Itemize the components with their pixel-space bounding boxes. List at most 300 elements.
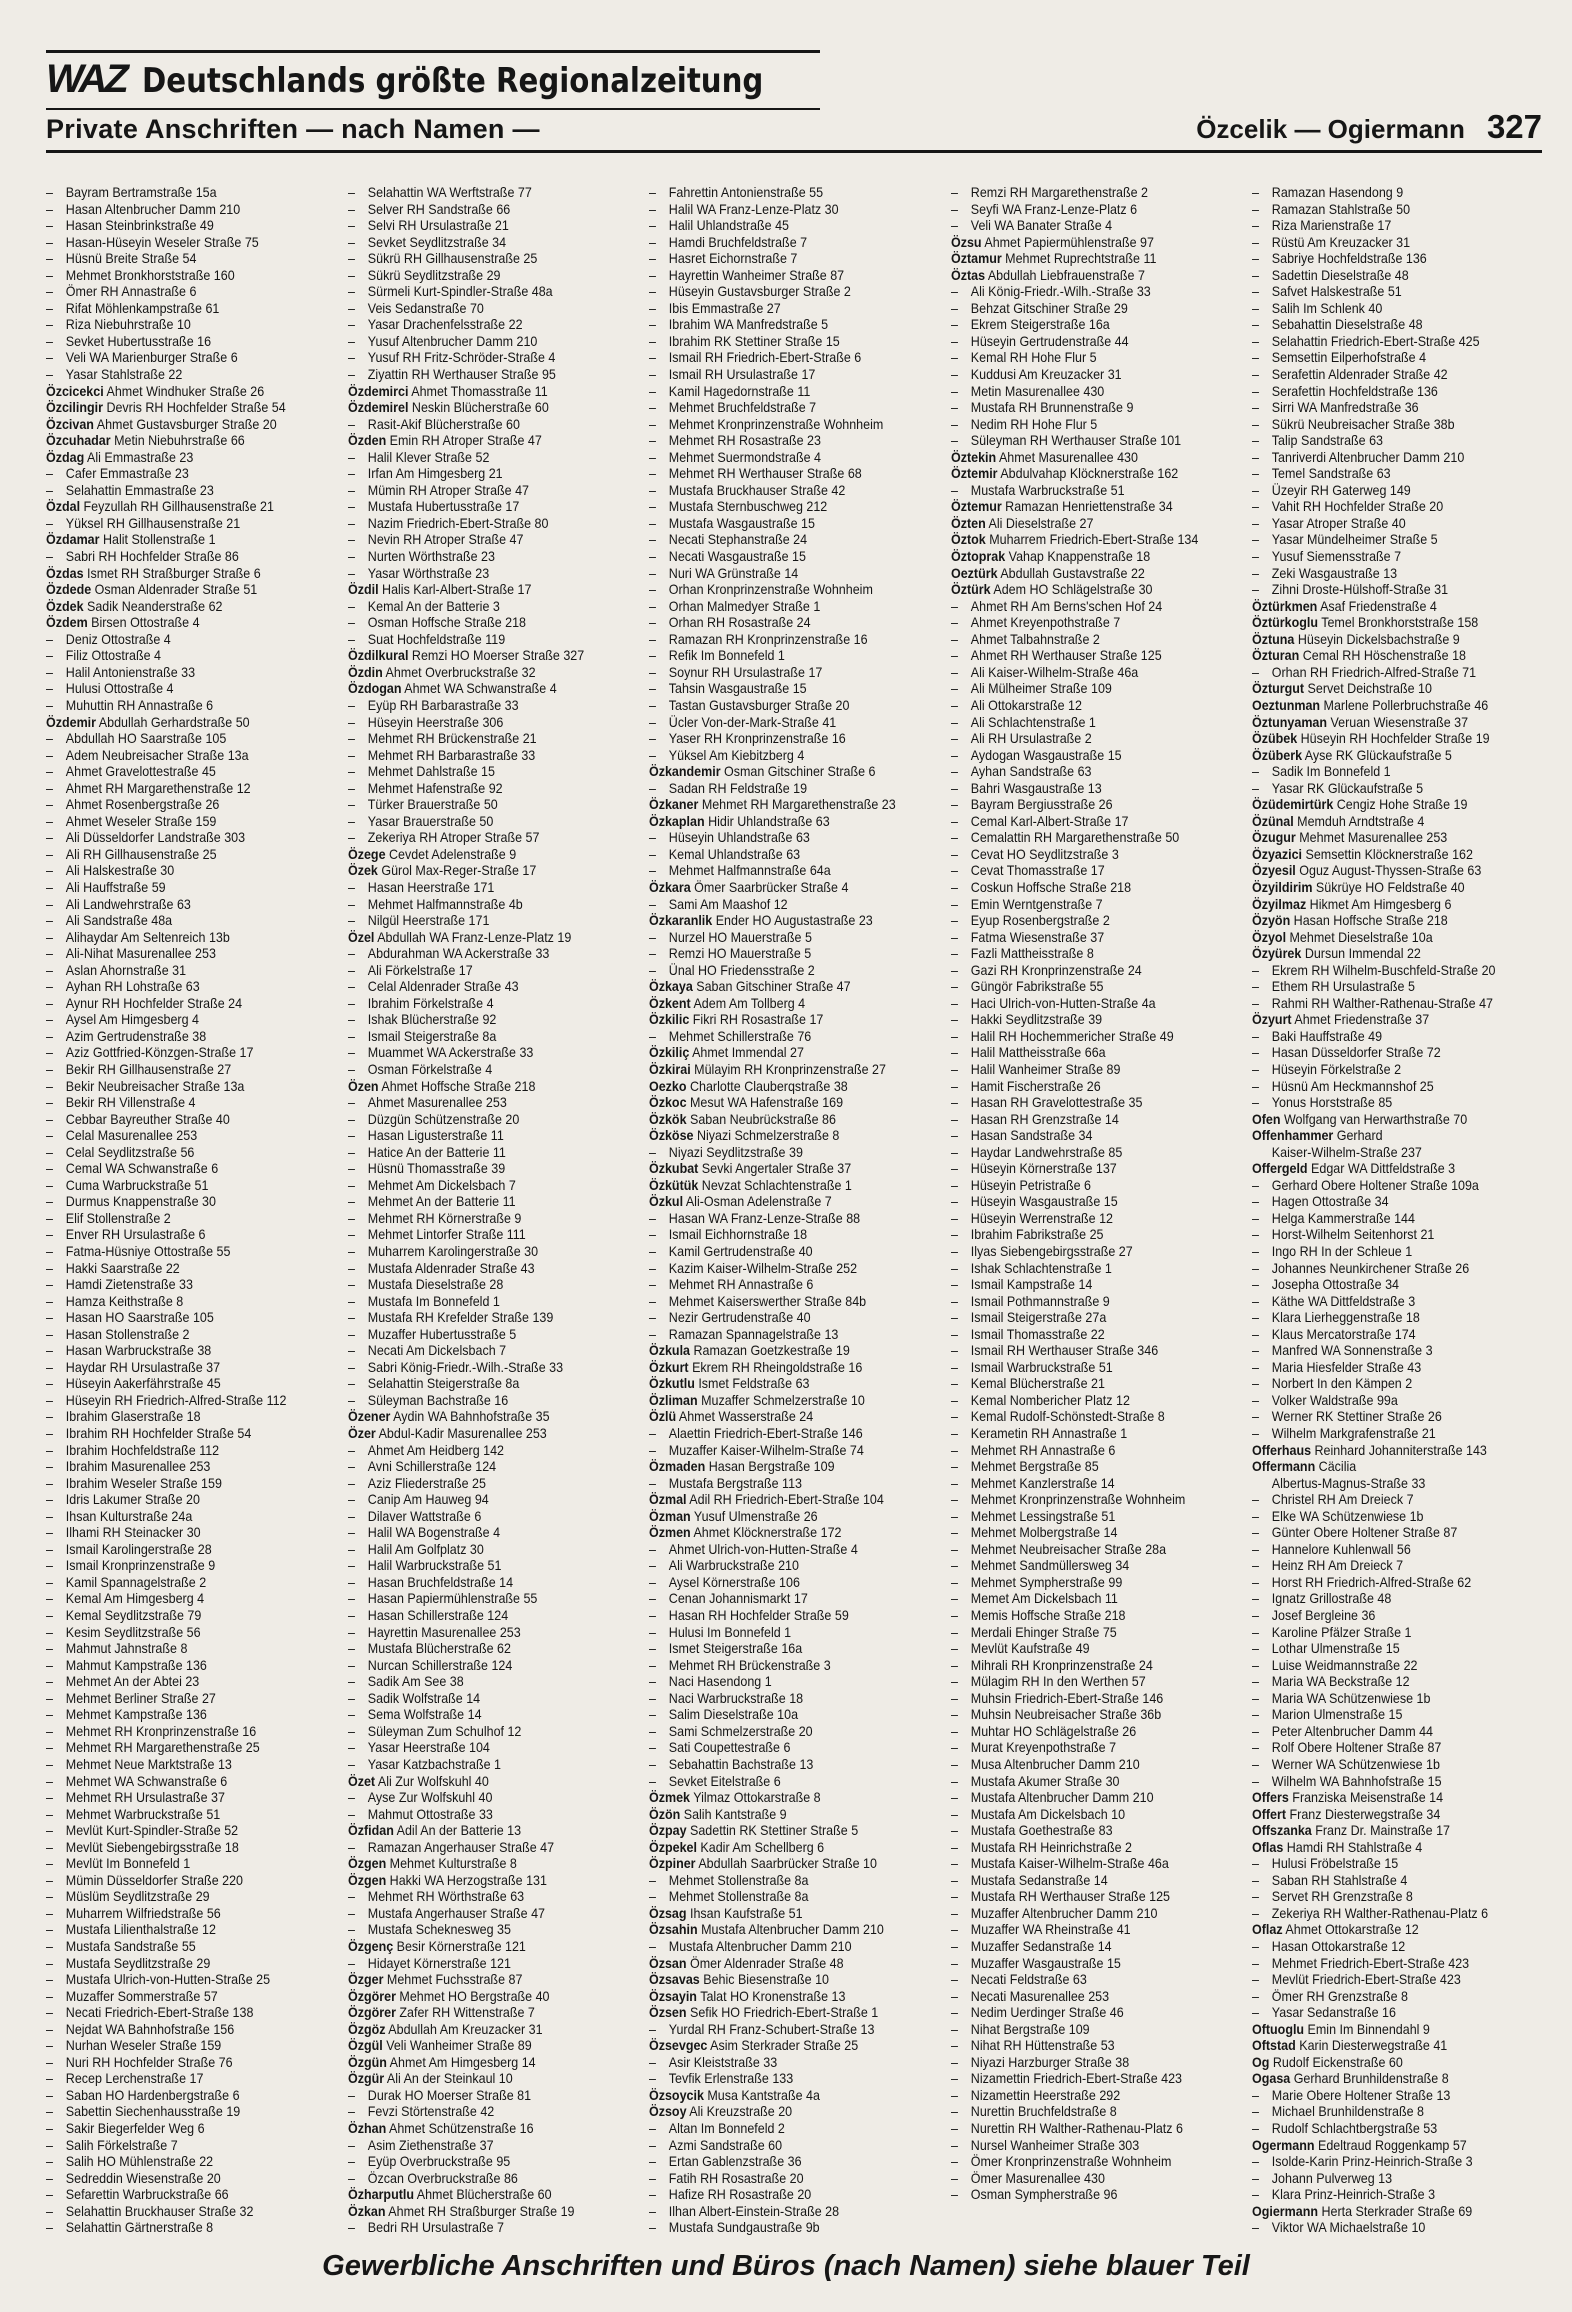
repeat-dash: – (950, 1276, 958, 1293)
listing-entry (1252, 978, 1541, 995)
listing-entry (46, 2186, 335, 2203)
entry-details: Fevzi Störtenstraße 42 (367, 2103, 494, 2120)
repeat-dash: – (950, 1325, 958, 1342)
listing-entry (1252, 1640, 1541, 1657)
listing-entry (1252, 747, 1541, 764)
entry-details: Mehmet Halfmannstraße 64a (668, 862, 831, 879)
entry-details: Ahmet Schützenstraße 16 (388, 2119, 534, 2136)
listing-entry (46, 1326, 335, 1343)
repeat-dash: – (46, 696, 53, 713)
listing-entry (951, 862, 1240, 879)
repeat-dash: – (46, 1441, 53, 1458)
listing-entry (649, 1293, 938, 1310)
listing-entry (951, 565, 1240, 582)
entry-details: Halil Antonienstraße 33 (65, 663, 196, 680)
listing-entry (1252, 300, 1541, 317)
entry-details: Ismail RH Werthauser Straße 346 (970, 1342, 1158, 1359)
entry-details: Franziska Meisenstraße 14 (1292, 1789, 1444, 1806)
listing-entry (951, 515, 1240, 532)
entry-details: Mümin RH Atroper Straße 47 (367, 481, 529, 498)
entry-details: Ahmet Hoffsche Straße 218 (380, 1077, 535, 1094)
entry-details: Wolfgang van Herwarthstraße 70 (1284, 1110, 1468, 1127)
entry-details: Memis Hoffsche Straße 218 (970, 1607, 1126, 1624)
repeat-dash: – (649, 928, 657, 945)
repeat-dash: – (950, 2153, 958, 2170)
entry-details: Ramazan Spannagelstraße 13 (668, 1325, 839, 1342)
repeat-dash: – (649, 349, 657, 366)
repeat-dash: – (1252, 481, 1260, 498)
listing-entry (46, 1657, 335, 1674)
entry-details: Yusuf Altenbrucher Damm 210 (367, 332, 537, 349)
listing-entry (649, 1243, 938, 1260)
listing-entry (348, 1739, 637, 1756)
repeat-dash: – (46, 1706, 53, 1723)
repeat-dash: – (347, 1474, 355, 1491)
repeat-dash: – (347, 945, 355, 962)
entry-details: Hannelore Kuhlenwall 56 (1272, 1540, 1412, 1557)
repeat-dash: – (950, 1160, 958, 1177)
repeat-dash: – (347, 266, 355, 283)
repeat-dash: – (950, 1209, 958, 1226)
listing-entry (951, 1574, 1240, 1591)
entry-details: Nizamettin Friedrich-Ebert-Straße 423 (970, 2070, 1182, 2087)
listing-entry (348, 929, 637, 946)
entry-details: Mehmet RH Werthauser Straße 68 (668, 465, 862, 482)
repeat-dash: – (347, 1888, 355, 1905)
repeat-dash: – (46, 680, 53, 697)
repeat-dash: – (46, 829, 53, 846)
repeat-dash: – (649, 845, 657, 862)
listing-entry (1252, 1822, 1541, 1839)
repeat-dash: – (1252, 994, 1260, 1011)
repeat-dash: – (950, 217, 958, 234)
entry-details: Mustafa RH Krefelder Straße 139 (367, 1309, 553, 1326)
repeat-dash: – (649, 1143, 657, 1160)
listing-entry (1252, 730, 1541, 747)
entry-details: Sadettin RK Stettiner Straße 5 (690, 1822, 859, 1839)
repeat-dash: – (1252, 1325, 1260, 1342)
repeat-dash: – (950, 1226, 958, 1243)
repeat-dash: – (46, 1309, 53, 1326)
repeat-dash: – (46, 961, 53, 978)
repeat-dash: – (950, 845, 958, 862)
repeat-dash: – (950, 1524, 958, 1541)
entry-details: Abdul-Kadir Masurenallee 253 (378, 1425, 547, 1442)
entry-details: Mustafa Sandstraße 55 (65, 1937, 196, 1954)
entry-details: Mevlüt Kaufstraße 49 (970, 1640, 1090, 1657)
listing-entry (46, 1442, 335, 1459)
entry-details: Sevket Eitelstraße 6 (668, 1772, 781, 1789)
listing-entry (1252, 1342, 1541, 1359)
entry-details: Osman Aldenrader Straße 51 (94, 581, 258, 598)
listing-entry (46, 1921, 335, 1938)
repeat-dash: – (1252, 1044, 1260, 1061)
entry-details: Sükrü Neubreisacher Straße 38b (1272, 415, 1455, 432)
repeat-dash: – (46, 763, 53, 780)
listing-entry (649, 1144, 938, 1161)
surname: Öztürk (950, 581, 991, 598)
entry-details: Ünal HO Friedensstraße 2 (668, 961, 815, 978)
repeat-dash: – (46, 1143, 53, 1160)
entry-details: Osman Hoffsche Straße 218 (367, 614, 526, 631)
entry-details: Veli Wanheimer Straße 89 (385, 2037, 532, 2054)
listing-entry (46, 1111, 335, 1128)
footer-note: Gewerbliche Anschriften und Büros (nach Namen) siehe blauer Teil (322, 2250, 1250, 2282)
repeat-dash: – (347, 233, 355, 250)
repeat-dash: – (1252, 1772, 1260, 1789)
repeat-dash: – (1252, 1607, 1260, 1624)
surname: Özkul (649, 1193, 684, 1210)
repeat-dash: – (950, 432, 958, 449)
entry-details: Kuddusi Am Kreuzacker 31 (970, 366, 1122, 383)
repeat-dash: – (46, 1607, 53, 1624)
surname: Özyilmaz (1252, 895, 1307, 912)
entry-details: Gürol Max-Reger-Straße 17 (380, 862, 536, 879)
listing-entry (951, 531, 1240, 548)
listing-entry (649, 1226, 938, 1243)
surname: Özkiliç (649, 1044, 690, 1061)
listing-entry (1252, 1111, 1541, 1128)
entry-details: Ismet Steigerstraße 16a (668, 1640, 803, 1657)
surname: Özsayin (649, 1987, 698, 2004)
repeat-dash: – (649, 399, 657, 416)
masthead-title: Deutschlands größte Regionalzeitung (141, 61, 764, 101)
listing-entry (951, 2070, 1240, 2087)
entry-details: Ali Düsseldorfer Landstraße 303 (65, 829, 246, 846)
entry-details: Halil Mattheisstraße 66a (970, 1044, 1106, 1061)
entry-details: Mehmet RH Margarethenstraße 25 (65, 1739, 260, 1756)
entry-details: Sükrü Seydlitzstraße 29 (367, 266, 501, 283)
entry-details: Hasan WA Franz-Lenze-Straße 88 (668, 1209, 861, 1226)
entry-details: Gerhard Brunhildenstraße 8 (1294, 2070, 1450, 2087)
entry-details: Metin Niebuhrstraße 66 (114, 432, 245, 449)
entry-details: Zeki Wasgaustraße 13 (1272, 564, 1398, 581)
listing-entry (1252, 581, 1541, 598)
listing-entry (348, 1921, 637, 1938)
repeat-dash: – (950, 2119, 958, 2136)
listing-entry (649, 383, 938, 400)
entry-details: Mustafa Altenbrucher Damm 210 (970, 1789, 1154, 1806)
repeat-dash: – (1252, 531, 1260, 548)
repeat-dash: – (950, 2070, 958, 2087)
listing-entry (951, 1475, 1240, 1492)
entry-details: Riza Niebuhrstraße 10 (65, 316, 191, 333)
entry-details: Muzaffer Sedanstraße 14 (970, 1937, 1112, 1954)
listing-entry (46, 1557, 335, 1574)
entry-details: Necati Wasgaustraße 15 (668, 548, 807, 565)
entry-details: Necati Feldstraße 63 (970, 1971, 1087, 1988)
surname: Ogiermann (1252, 2202, 1319, 2219)
repeat-dash: – (649, 1739, 657, 1756)
listing-entry (1252, 598, 1541, 615)
entry-details: Ismail RH Ursulastraße 17 (668, 366, 816, 383)
entry-details: Hasan Sandstraße 34 (970, 1127, 1093, 1144)
entry-details: Celal Masurenallee 253 (65, 1127, 198, 1144)
entry-details: Ahmet Gravelottestraße 45 (65, 763, 216, 780)
listing-entry (951, 234, 1240, 251)
listing-entry (46, 1127, 335, 1144)
listing-entry (348, 1028, 637, 1045)
repeat-dash: – (1252, 1987, 1260, 2004)
listing-entry (46, 515, 335, 532)
entry-details: Cafer Emmastraße 23 (65, 465, 189, 482)
repeat-dash: – (347, 779, 355, 796)
listing-entry (46, 1392, 335, 1409)
repeat-dash: – (950, 2086, 958, 2103)
entry-details: Hüseyin Aakerfährstraße 45 (65, 1375, 221, 1392)
listing-entry (348, 697, 637, 714)
entry-details: Hasan Bruchfeldstraße 14 (367, 1573, 513, 1590)
surname: Özkaplan (649, 812, 705, 829)
entry-details: Ahmet Klöcknerstraße 172 (693, 1524, 842, 1541)
entry-details: Bahri Wasgaustraße 13 (970, 779, 1102, 796)
entry-details: Ramazan RH Kronprinzenstraße 16 (668, 630, 868, 647)
repeat-dash: – (950, 1342, 958, 1359)
surname: Özkaner (649, 796, 699, 813)
listing-entry (348, 1872, 637, 1889)
repeat-dash: – (46, 2004, 53, 2021)
repeat-dash: – (950, 663, 958, 680)
listing-entry (649, 1491, 938, 1508)
entry-details: Hamdi Zietenstraße 33 (65, 1276, 193, 1293)
listing-entry (348, 614, 637, 631)
listing-entry (1252, 283, 1541, 300)
repeat-dash: – (1252, 2186, 1260, 2203)
entry-details: Saban Gitschiner Straße 47 (696, 978, 851, 995)
listing-entry (46, 1905, 335, 1922)
repeat-dash: – (1252, 1722, 1260, 1739)
repeat-dash: – (950, 1772, 958, 1789)
listing-entry (951, 1822, 1240, 1839)
entry-details: Nazim Friedrich-Ebert-Straße 80 (367, 514, 549, 531)
entry-details: Ali Emmastraße 23 (86, 448, 194, 465)
entry-details: Cemalattin RH Margarethenstraße 50 (970, 829, 1180, 846)
surname: Özdamar (46, 531, 100, 548)
surname: Özsan (649, 1954, 687, 1971)
listing-entry (649, 945, 938, 962)
listing-entry (1252, 1458, 1541, 1475)
listing-entry (951, 1044, 1240, 1061)
repeat-dash: – (649, 1871, 657, 1888)
entry-details: Sabri RH Hochfelder Straße 86 (65, 548, 239, 565)
surname: Özsoycik (649, 2086, 705, 2103)
listing-entry (649, 680, 938, 697)
surname: Oftstad (1252, 2037, 1297, 2054)
entry-details: Zafer RH Wittenstraße 7 (399, 2004, 535, 2021)
repeat-dash: – (347, 763, 355, 780)
listing-entry (348, 912, 637, 929)
listing-entry (951, 1144, 1240, 1161)
repeat-dash: – (347, 2136, 355, 2153)
entry-details: Ali Förkelstraße 17 (367, 961, 473, 978)
entry-details: Hasan RH Hochfelder Straße 59 (668, 1607, 849, 1624)
repeat-dash: – (950, 696, 958, 713)
entry-details: Sadan RH Feldstraße 19 (668, 779, 808, 796)
entry-details: Süleyman Zum Schulhof 12 (367, 1722, 521, 1739)
repeat-dash: – (347, 498, 355, 515)
surname: Ogermann (1252, 2136, 1315, 2153)
listing-entry (348, 1442, 637, 1459)
listing-entry (649, 896, 938, 913)
entry-details: Mahmut Kampstraße 136 (65, 1656, 207, 1673)
listing-entry (951, 1028, 1240, 1045)
repeat-dash: – (46, 1077, 53, 1094)
entry-details: Ayhan Sandstraße 63 (970, 763, 1092, 780)
entry-details: Mehmet Sandmüllersweg 34 (970, 1557, 1130, 1574)
listing-entry (348, 1524, 637, 1541)
entry-details: Mahmut Jahnstraße 8 (65, 1640, 188, 1657)
repeat-dash: – (46, 2202, 53, 2219)
entry-details: Mustafa Scheknesweg 35 (367, 1921, 511, 1938)
listing-entry (1252, 945, 1541, 962)
listing-entry (1252, 316, 1541, 333)
entry-details: Necati Masurenallee 253 (970, 1987, 1109, 2004)
entry-details: Norbert In den Kämpen 2 (1272, 1375, 1413, 1392)
entry-details: Ali Kreuzstraße 20 (689, 2103, 793, 2120)
entry-details: Yilmaz Ottokarstraße 8 (693, 1789, 821, 1806)
listing-entry (951, 1690, 1240, 1707)
entry-details: Sürmeli Kurt-Spindler-Straße 48a (367, 283, 553, 300)
entry-details: Eyüp RH Barbarastraße 33 (367, 696, 519, 713)
repeat-dash: – (1252, 1524, 1260, 1541)
listing-entry (649, 1624, 938, 1641)
listing-entry (649, 416, 938, 433)
entry-details: Musa Kantstraße 4a (707, 2086, 821, 2103)
entry-details: Ali Hauffstraße 59 (65, 878, 166, 895)
repeat-dash: – (649, 1540, 657, 1557)
repeat-dash: – (347, 1722, 355, 1739)
entry-details: Ihsan Kulturstraße 24a (65, 1507, 193, 1524)
listing-entry (1252, 1160, 1541, 1177)
entry-details: Ali-Osman Adelenstraße 7 (686, 1193, 832, 1210)
entry-details: Muhtar HO Schlägelstraße 26 (970, 1722, 1136, 1739)
repeat-dash: – (347, 283, 355, 300)
entry-details: Niyazi Seydlitzstraße 39 (668, 1143, 804, 1160)
repeat-dash: – (1252, 332, 1260, 349)
listing-entry (951, 714, 1240, 731)
listing-entry (649, 2004, 938, 2021)
listing-entry (951, 449, 1240, 466)
name-range: Özcelik — Ogiermann (1196, 114, 1465, 144)
listing-entry (1252, 383, 1541, 400)
listing-entry (951, 1260, 1240, 1277)
entry-details: Nihat RH Hüttenstraße 53 (970, 2037, 1115, 2054)
listing-entry (649, 1524, 938, 1541)
entry-details: Ali Zur Wolfskuhl 40 (377, 1772, 489, 1789)
repeat-dash: – (950, 1425, 958, 1442)
entry-details: Müslüm Seydlitzstraße 29 (65, 1888, 210, 1905)
entry-details: Sebahattin Dieselstraße 48 (1272, 316, 1423, 333)
repeat-dash: – (46, 548, 53, 565)
entry-details: Ayse RK Glückaufstraße 5 (1305, 746, 1453, 763)
repeat-dash: – (46, 1673, 53, 1690)
repeat-dash: – (1252, 1193, 1260, 1210)
entry-details: Naci Hasendong 1 (668, 1673, 772, 1690)
listing-entry (649, 714, 938, 731)
entry-details: Hamza Keithstraße 8 (65, 1292, 184, 1309)
listing-entry (649, 581, 938, 598)
listing-entry (46, 2120, 335, 2137)
repeat-dash: – (347, 465, 355, 482)
repeat-dash: – (950, 332, 958, 349)
entry-details: Yüksel Am Kiebitzberg 4 (668, 746, 805, 763)
repeat-dash: – (46, 746, 53, 763)
entry-details: Mehmet Lintorfer Straße 111 (367, 1226, 526, 1243)
repeat-dash: – (950, 614, 958, 631)
surname: Offers (1252, 1789, 1290, 1806)
entry-details: Gerhard Obere Holtener Straße 109a (1272, 1176, 1480, 1193)
repeat-dash: – (46, 1011, 53, 1028)
entry-details: Maria Hiesfelder Straße 43 (1272, 1358, 1422, 1375)
surname: Özet (347, 1772, 375, 1789)
repeat-dash: – (649, 2136, 657, 2153)
entry-details: Adem Neubreisacher Straße 13a (65, 746, 249, 763)
listing-entry (1252, 565, 1541, 582)
listing-entry (348, 1078, 637, 1095)
entry-details: Bedri RH Ursulastraße 7 (367, 2219, 504, 2236)
repeat-dash: – (1252, 1292, 1260, 1309)
listing-entry (348, 316, 637, 333)
listing-entry (951, 1375, 1240, 1392)
listing-entry (46, 747, 335, 764)
repeat-dash: – (347, 1027, 355, 1044)
repeat-dash: – (347, 1226, 355, 1243)
listing-entry (46, 664, 335, 681)
section-header (46, 108, 1542, 153)
listing-entry (649, 316, 938, 333)
repeat-dash: – (1252, 548, 1260, 565)
surname: Özdemirci (347, 382, 409, 399)
listing-entry (1252, 1789, 1541, 1806)
listing-entry (348, 846, 637, 863)
entry-details: Murat Kreyenpothstraße 7 (970, 1739, 1116, 1756)
entry-details: Mustafa Altenbrucher Damm 210 (701, 1921, 885, 1938)
listing-entry (46, 366, 335, 383)
listing-entry (46, 1508, 335, 1525)
repeat-dash: – (1252, 581, 1260, 598)
listing-entry (348, 250, 637, 267)
entry-details: Ali Kaiser-Wilhelm-Straße 46a (970, 663, 1139, 680)
surname: Özgün (347, 2053, 387, 2070)
repeat-dash: – (950, 730, 958, 747)
entry-details: Mehmet Bruchfeldstraße 7 (668, 399, 817, 416)
listing-entry (1252, 680, 1541, 697)
listing-entry (46, 283, 335, 300)
entry-details: Zekeriya RH Atroper Straße 57 (367, 829, 540, 846)
listing-entry (649, 548, 938, 565)
repeat-dash: – (1252, 316, 1260, 333)
repeat-dash: – (1252, 514, 1260, 531)
repeat-dash: – (649, 895, 657, 912)
repeat-dash: – (1252, 415, 1260, 432)
listing-entry (649, 1392, 938, 1409)
entry-details: Abdullah Am Kreuzacker 31 (387, 2020, 543, 2037)
repeat-dash: – (347, 1524, 355, 1541)
entry-details: Ahmet RH Straßburger Straße 19 (387, 2202, 575, 2219)
surname: Özdogan (347, 680, 402, 697)
entry-details: Hüseyin Gertrudenstraße 44 (970, 332, 1129, 349)
entry-details: Veruan Wiesenstraße 37 (1330, 713, 1469, 730)
listing-entry (1252, 234, 1541, 251)
entry-details: Feyzullah RH Gillhausenstraße 21 (83, 498, 274, 515)
entry-details: Mehmet WA Schwanstraße 6 (65, 1772, 228, 1789)
repeat-dash: – (46, 332, 53, 349)
listing-entry (348, 945, 637, 962)
entry-details: Mustafa Seydlitzstraße 29 (65, 1954, 211, 1971)
listing-entry (951, 1557, 1240, 1574)
listing-entry (348, 399, 637, 416)
listing-entry (1252, 1607, 1541, 1624)
